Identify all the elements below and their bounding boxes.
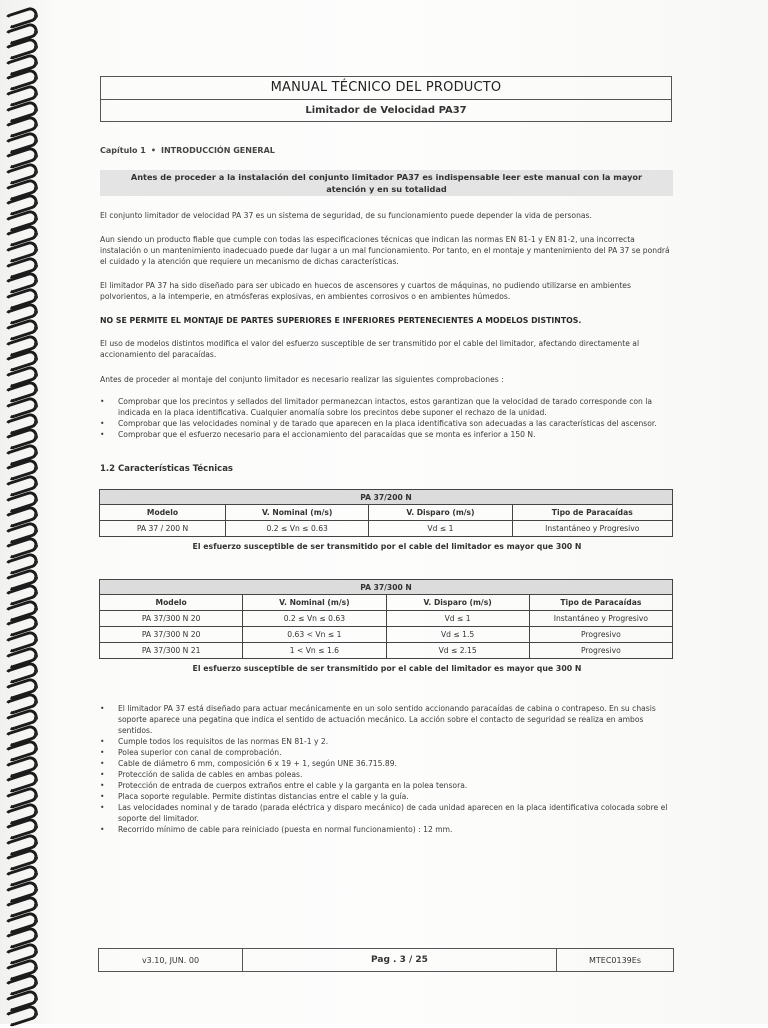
binding-hole	[34, 700, 38, 704]
chapter-label: Capítulo 1	[100, 146, 146, 155]
table-cell: 0.63 < Vn ≤ 1	[243, 627, 386, 643]
binding-hole	[34, 388, 38, 392]
binding-hole	[34, 232, 38, 236]
binding-hole	[34, 638, 38, 642]
binding-hole	[34, 326, 38, 330]
spec-table-300	[99, 579, 673, 659]
paragraph-5: El uso de modelos distintos modifica el valor del esfuerzo susceptible de ser transmitido por el cable del limitador, afectando directamente al accionamiento del paracaídas.	[100, 339, 640, 359]
list-item: • Cumple todos los requisitos de las normas EN 81-1 y 2.	[100, 736, 676, 747]
binding-hole	[34, 139, 38, 143]
column-header: V. Disparo (m/s)	[386, 595, 529, 611]
section-title: 1.2 Características Técnicas	[100, 464, 233, 474]
list-item: • Recorrido mínimo de cable para reiniciado (puesta en normal funcionamiento) : 12 mm.	[100, 824, 676, 835]
table-row	[100, 627, 673, 643]
binding-hole	[34, 810, 38, 814]
column-header: V. Disparo (m/s)	[369, 505, 512, 521]
table-row	[100, 521, 673, 537]
binding-hole	[34, 591, 38, 595]
binding-hole	[34, 997, 38, 1001]
binding-hole	[34, 357, 38, 361]
table-note: El esfuerzo susceptible de ser transmitido por el cable del limitador es mayor que 300 N	[192, 664, 582, 673]
binding-hole	[34, 108, 38, 112]
list-item: • El limitador PA 37 está diseñado para actuar mecánicamente en un solo sentido accionando paracaídas de cabina o contrapeso. En su chasis soporte aparece una pegatina que indica el sentido de actuación mecánico. La acción sobre el contacto de seguridad se realiza en ambos sentidos.	[100, 703, 676, 736]
binding-hole	[34, 342, 38, 346]
list-item: • Protección de entrada de cuerpos extraños entre el cable y la garganta en la polea tensora.	[100, 780, 676, 791]
table-cell: Vd ≤ 1.5	[386, 627, 529, 643]
table-row	[100, 611, 673, 627]
table-cell: Instantáneo y Progresivo	[529, 611, 672, 627]
paragraph-1: El conjunto limitador de velocidad PA 37 es un sistema de seguridad, de su funcionamiento puede depender la vida de personas.	[100, 211, 592, 220]
binding-hole	[34, 170, 38, 174]
chapter-heading	[100, 146, 275, 155]
list-item: • Comprobar que los precintos y sellados del limitador permanezcan intactos, estos garantizan que la velocidad de tarado corresponde con la indicada en la placa identificativa. Cualquier anomalía sobre los precintos debe suponer el rechazo de la unidad.	[100, 396, 676, 418]
binding-hole	[34, 14, 38, 18]
spec-table-200	[99, 489, 673, 537]
table-cell: Progresivo	[529, 643, 672, 659]
column-header: Tipo de Paracaídas	[529, 595, 672, 611]
binding-hole	[34, 264, 38, 268]
binding-hole	[34, 560, 38, 564]
binding-hole	[34, 310, 38, 314]
column-header: Modelo	[100, 505, 226, 521]
binding-hole	[34, 373, 38, 377]
footer-document-code: MTEC0139Es	[588, 955, 641, 965]
notice-line-2: atención y en su totalidad	[326, 184, 447, 194]
binding-hole	[34, 61, 38, 65]
column-header: V. Nominal (m/s)	[226, 505, 369, 521]
binding-hole	[34, 841, 38, 845]
table-cell: PA 37/300 N 20	[100, 611, 243, 627]
footer-version: v3.10, JUN. 00	[99, 949, 243, 971]
list-item: • Comprobar que las velocidades nominal y de tarado que aparecen en la placa identificativa son adecuadas a las características del ascensor.	[100, 418, 676, 429]
document-subtitle: Limitador de Velocidad PA37	[305, 105, 467, 116]
header-box	[100, 76, 672, 122]
binding-hole	[34, 295, 38, 299]
column-header: Modelo	[100, 595, 243, 611]
binding-hole	[34, 607, 38, 611]
column-header: V. Nominal (m/s)	[243, 595, 386, 611]
binding-hole	[34, 248, 38, 252]
binding-hole	[34, 716, 38, 720]
binding-hole	[34, 45, 38, 49]
binding-hole	[34, 498, 38, 502]
table-cell: 0.2 ≤ Vn ≤ 0.63	[243, 611, 386, 627]
binding-hole	[34, 30, 38, 34]
binding-hole	[34, 279, 38, 283]
column-header: Tipo de Paracaídas	[512, 505, 672, 521]
binding-hole	[34, 451, 38, 455]
chapter-title: INTRODUCCIÓN GENERAL	[160, 146, 275, 155]
table-row	[100, 643, 673, 659]
table-cell: PA 37/300 N 21	[100, 643, 243, 659]
binding-hole	[34, 92, 38, 96]
binding-hole	[34, 1012, 38, 1016]
list-item: • Placa soporte regulable. Permite distintas distancias entre el cable y la guía.	[100, 791, 676, 802]
binding-hole	[34, 529, 38, 533]
binding-hole	[34, 903, 38, 907]
table-caption: PA 37/300 N	[100, 580, 673, 595]
features-list	[100, 703, 676, 835]
checks-list	[100, 396, 676, 440]
notice-box	[100, 170, 673, 196]
binding-hole	[34, 622, 38, 626]
binding-hole	[34, 669, 38, 673]
binding-hole	[34, 217, 38, 221]
binding-hole	[34, 123, 38, 127]
list-item: • Polea superior con canal de comprobación.	[100, 747, 676, 758]
binding-hole	[34, 747, 38, 751]
binding-hole	[34, 919, 38, 923]
binding-hole	[34, 950, 38, 954]
paragraph-3: El limitador PA 37 ha sido diseñado para ser ubicado en huecos de ascensores y cuartos de máquinas, no pudiendo utilizarse en ambientes polvorientos, a la intemperie, en atmósferas explosivas, en ambientes corrosivos o en ambientes húmedos.	[100, 281, 631, 301]
binding-hole	[34, 76, 38, 80]
binding-hole	[34, 466, 38, 470]
table-cell: Progresivo	[529, 627, 672, 643]
binding-hole	[34, 794, 38, 798]
notice-line-1: Antes de proceder a la instalación del conjunto limitador PA37 es indispensable leer este manual con la mayor	[130, 172, 643, 182]
table-caption: PA 37/200 N	[100, 490, 673, 505]
list-item: • Las velocidades nominal y de tarado (parada eléctrica y disparo mecánico) de cada unidad aparecen en la placa identificativa colocada sobre el soporte del limitador.	[100, 802, 676, 824]
binding-hole	[34, 872, 38, 876]
list-item: • Comprobar que el esfuerzo necesario para el accionamiento del paracaídas que se monta es inferior a 150 N.	[100, 429, 676, 440]
binding-hole	[34, 778, 38, 782]
table-cell: PA 37/300 N 20	[100, 627, 243, 643]
binding-hole	[34, 981, 38, 985]
bullet-icon: •	[150, 146, 156, 155]
binding-hole	[34, 732, 38, 736]
document-title: MANUAL TÉCNICO DEL PRODUCTO	[101, 77, 671, 100]
binding-hole	[34, 420, 38, 424]
binding-hole	[34, 482, 38, 486]
binding-hole	[34, 763, 38, 767]
binding-hole	[34, 966, 38, 970]
binding-hole	[34, 435, 38, 439]
binding-hole	[34, 685, 38, 689]
table-cell: Vd ≤ 1	[369, 521, 512, 537]
table-cell: 1 < Vn ≤ 1.6	[243, 643, 386, 659]
footer-page-number: Pag . 3 / 25	[243, 949, 557, 971]
binding-hole	[34, 513, 38, 517]
binding-hole	[34, 544, 38, 548]
table-cell: Vd ≤ 2.15	[386, 643, 529, 659]
paragraph-2: Aun siendo un producto fiable que cumple con todas las especificaciones técnicas que indican las normas EN 81-1 y EN 81-2, una incorrecta instalación o un mantenimiento inadecuado puede dar lugar a un mal funcionamiento. Por tanto, en el montaje y mantenimiento del PA 37 se pondrá el cuidado y la atención que requiere un mecanismo de dichas características.	[100, 235, 670, 266]
list-item: • Protección de salida de cables en ambas poleas.	[100, 769, 676, 780]
table-cell: 0.2 ≤ Vn ≤ 0.63	[226, 521, 369, 537]
table-note: El esfuerzo susceptible de ser transmitido por el cable del limitador es mayor que 300 N	[192, 542, 582, 551]
warning-paragraph: NO SE PERMITE EL MONTAJE DE PARTES SUPERIORES E INFERIORES PERTENECIENTES A MODELOS DISTINTOS.	[100, 316, 582, 325]
binding-hole	[34, 576, 38, 580]
list-item: • Cable de diámetro 6 mm, composición 6 x 19 + 1, según UNE 36.715.89.	[100, 758, 676, 769]
binding-hole	[34, 404, 38, 408]
binding-hole	[34, 856, 38, 860]
table-cell: PA 37 / 200 N	[100, 521, 226, 537]
binding-hole	[34, 201, 38, 205]
spiral-binding	[0, 0, 50, 1024]
binding-hole	[34, 186, 38, 190]
binding-hole	[34, 154, 38, 158]
binding-hole	[34, 654, 38, 658]
binding-hole	[34, 934, 38, 938]
page-footer	[98, 948, 674, 972]
binding-hole	[34, 825, 38, 829]
binding-hole	[34, 888, 38, 892]
paragraph-6: Antes de proceder al montaje del conjunto limitador es necesario realizar las siguientes comprobaciones :	[100, 375, 504, 384]
table-cell: Vd ≤ 1	[386, 611, 529, 627]
table-cell: Instantáneo y Progresivo	[512, 521, 672, 537]
